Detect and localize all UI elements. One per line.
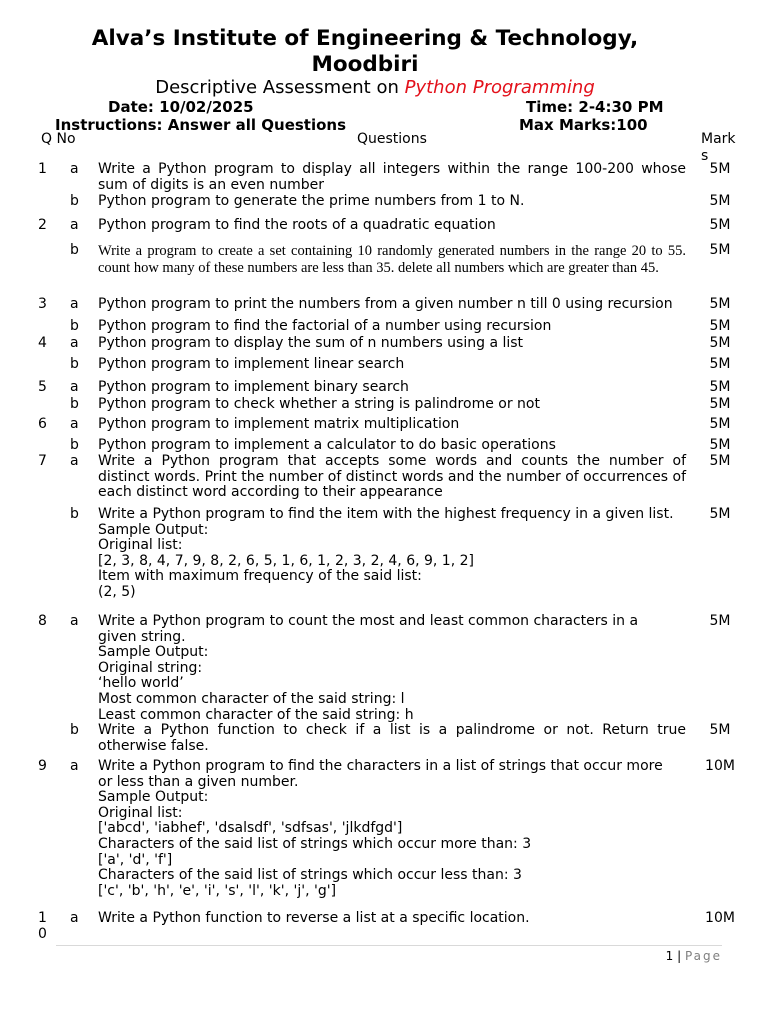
- question-text: Python program to implement matrix multiplication: [98, 416, 460, 432]
- question-line: ['abcd', 'iabhef', 'dsalsdf', 'sdfsas', 'jlkdfgd']: [98, 820, 403, 837]
- question-text-block: [98, 614, 686, 723]
- question-text: Python program to find the factorial of a number using recursion: [98, 318, 552, 334]
- question-text: Python program to generate the prime numbers from 1 to N.: [98, 193, 525, 209]
- question-text: Python program to implement binary search: [98, 379, 409, 395]
- sub-question-label: a: [70, 453, 79, 469]
- instructions: Instructions: Answer all Questions: [55, 116, 347, 134]
- question-number: [38, 911, 54, 942]
- question-line: Characters of the said list of strings which occur less than: 3: [98, 867, 522, 884]
- exam-date: Date: 10/02/2025: [108, 98, 254, 116]
- question-line: Original string:: [98, 659, 203, 676]
- question-number: 2: [38, 217, 47, 233]
- question-line: (2, 5): [98, 583, 136, 600]
- question-marks: 5M: [709, 613, 731, 629]
- question-line: Sample Output:: [98, 521, 209, 538]
- question-marks: 10M: [705, 758, 735, 774]
- question-marks: 5M: [709, 453, 731, 469]
- question-line: Sample Output:: [98, 644, 209, 661]
- sub-question-label: b: [70, 437, 79, 453]
- question-marks: 5M: [709, 437, 731, 453]
- assessment-prefix: Descriptive Assessment on: [155, 77, 405, 98]
- question-marks: 5M: [709, 356, 731, 372]
- question-line: given string.: [98, 628, 186, 645]
- column-header-marks-line1: Mark: [701, 131, 736, 147]
- question-marks: 5M: [709, 722, 731, 738]
- question-text: Write a program to create a set containing 10 randomly generated numbers in the range 20 to 55. count how many of these numbers are less than 35. delete all numbers which are greater than 45.: [98, 243, 686, 276]
- sub-question-label: b: [70, 356, 79, 372]
- institute-title-line2: Moodbiri: [311, 52, 419, 77]
- sub-question-label: a: [70, 296, 79, 312]
- column-header-marks: [701, 131, 736, 165]
- question-marks: 5M: [709, 217, 731, 233]
- sub-question-label: a: [70, 217, 79, 233]
- question-marks: 5M: [709, 379, 731, 395]
- question-text: Write a Python function to check if a list is a palindrome or not. Return true otherwise false.: [98, 722, 686, 754]
- question-line: Item with maximum frequency of the said list:: [98, 568, 422, 585]
- question-line: Least common character of the said string: h: [98, 706, 414, 723]
- sub-question-label: a: [70, 379, 79, 395]
- question-marks: 5M: [709, 318, 731, 334]
- question-text: Python program to implement linear search: [98, 356, 405, 372]
- column-header-questions: Questions: [357, 131, 427, 147]
- max-marks: Max Marks:100: [519, 116, 648, 134]
- assessment-subtitle: [40, 77, 710, 99]
- footer-divider: [56, 945, 722, 946]
- column-header-qno: Q No: [41, 131, 76, 147]
- question-marks: 5M: [709, 416, 731, 432]
- question-marks: 5M: [709, 335, 731, 351]
- sub-question-label: b: [70, 193, 79, 209]
- page-label: Page: [684, 949, 722, 963]
- sub-question-label: b: [70, 506, 79, 522]
- question-number: 8: [38, 613, 47, 629]
- question-line: Write a Python program to find the characters in a list of strings that occur more: [98, 758, 663, 774]
- question-line: Original list:: [98, 537, 183, 554]
- question-number: 3: [38, 296, 47, 312]
- question-number: 6: [38, 416, 47, 432]
- question-text-block: [98, 507, 686, 601]
- exam-time: Time: 2-4:30 PM: [526, 98, 664, 116]
- question-line: ['a', 'd', 'f']: [98, 851, 173, 868]
- question-line: Write a Python program to count the most and least common characters in a: [98, 613, 639, 629]
- question-line: Characters of the said list of strings which occur more than: 3: [98, 835, 532, 852]
- question-number: 9: [38, 758, 47, 774]
- question-number: 1: [38, 161, 47, 177]
- sub-question-label: b: [70, 722, 79, 738]
- question-marks: 5M: [709, 242, 731, 258]
- sub-question-label: a: [70, 161, 79, 177]
- question-line: Original list:: [98, 804, 183, 821]
- page-footer: [666, 949, 722, 963]
- sub-question-label: a: [70, 758, 79, 774]
- page-number: 1: [665, 949, 674, 963]
- sub-question-label: b: [70, 318, 79, 334]
- question-text: Python program to implement a calculator to do basic operations: [98, 437, 556, 453]
- question-text: Python program to find the roots of a quadratic equation: [98, 217, 496, 233]
- question-line: ‘hello world’: [98, 675, 184, 692]
- question-number: 4: [38, 335, 47, 351]
- question-text-block: [98, 759, 686, 899]
- question-line: Write a Python program to find the item with the highest frequency in a given list.: [98, 506, 674, 522]
- institute-title: [40, 26, 690, 78]
- question-text: Write a Python program to display all integers within the range 100-200 whose sum of digits is an even number: [98, 161, 686, 193]
- question-number-line2: 0: [38, 925, 47, 942]
- question-marks: 10M: [705, 910, 735, 926]
- sub-question-label: a: [70, 335, 79, 351]
- question-text: Write a Python function to reverse a list at a specific location.: [98, 910, 530, 926]
- question-text: Python program to print the numbers from a given number n till 0 using recursion: [98, 296, 673, 312]
- question-text: Python program to display the sum of n numbers using a list: [98, 335, 524, 351]
- subject-name: Python Programming: [404, 77, 595, 98]
- question-number: 7: [38, 453, 47, 469]
- sub-question-label: a: [70, 910, 79, 926]
- question-line: [2, 3, 8, 4, 7, 9, 8, 2, 6, 5, 1, 6, 1, 2, 3, 2, 4, 6, 9, 1, 2]: [98, 552, 474, 569]
- question-marks: 5M: [709, 396, 731, 412]
- question-text: Python program to check whether a string is palindrome or not: [98, 396, 540, 412]
- sub-question-label: a: [70, 416, 79, 432]
- question-number: 5: [38, 379, 47, 395]
- question-marks: 5M: [709, 296, 731, 312]
- question-line: Sample Output:: [98, 789, 209, 806]
- column-header-marks-line2: s: [701, 148, 709, 164]
- question-number-line1: 1: [38, 910, 47, 926]
- sub-question-label: b: [70, 242, 79, 258]
- question-line: Most common character of the said string: l: [98, 690, 405, 707]
- question-line: or less than a given number.: [98, 773, 299, 790]
- question-text: Write a Python program that accepts some words and counts the number of distinct words. Print the number of distinct words and the number of occurrences of each distinct word according to their appearance: [98, 453, 686, 501]
- sub-question-label: a: [70, 613, 79, 629]
- question-marks: 5M: [709, 193, 731, 209]
- footer-separator: |: [673, 949, 685, 963]
- sub-question-label: b: [70, 396, 79, 412]
- question-marks: 5M: [709, 506, 731, 522]
- question-line: ['c', 'b', 'h', 'e', 'i', 's', 'l', 'k', 'j', 'g']: [98, 882, 337, 899]
- institute-title-line1: Alva’s Institute of Engineering & Technology,: [91, 26, 639, 51]
- question-marks: 5M: [709, 161, 731, 177]
